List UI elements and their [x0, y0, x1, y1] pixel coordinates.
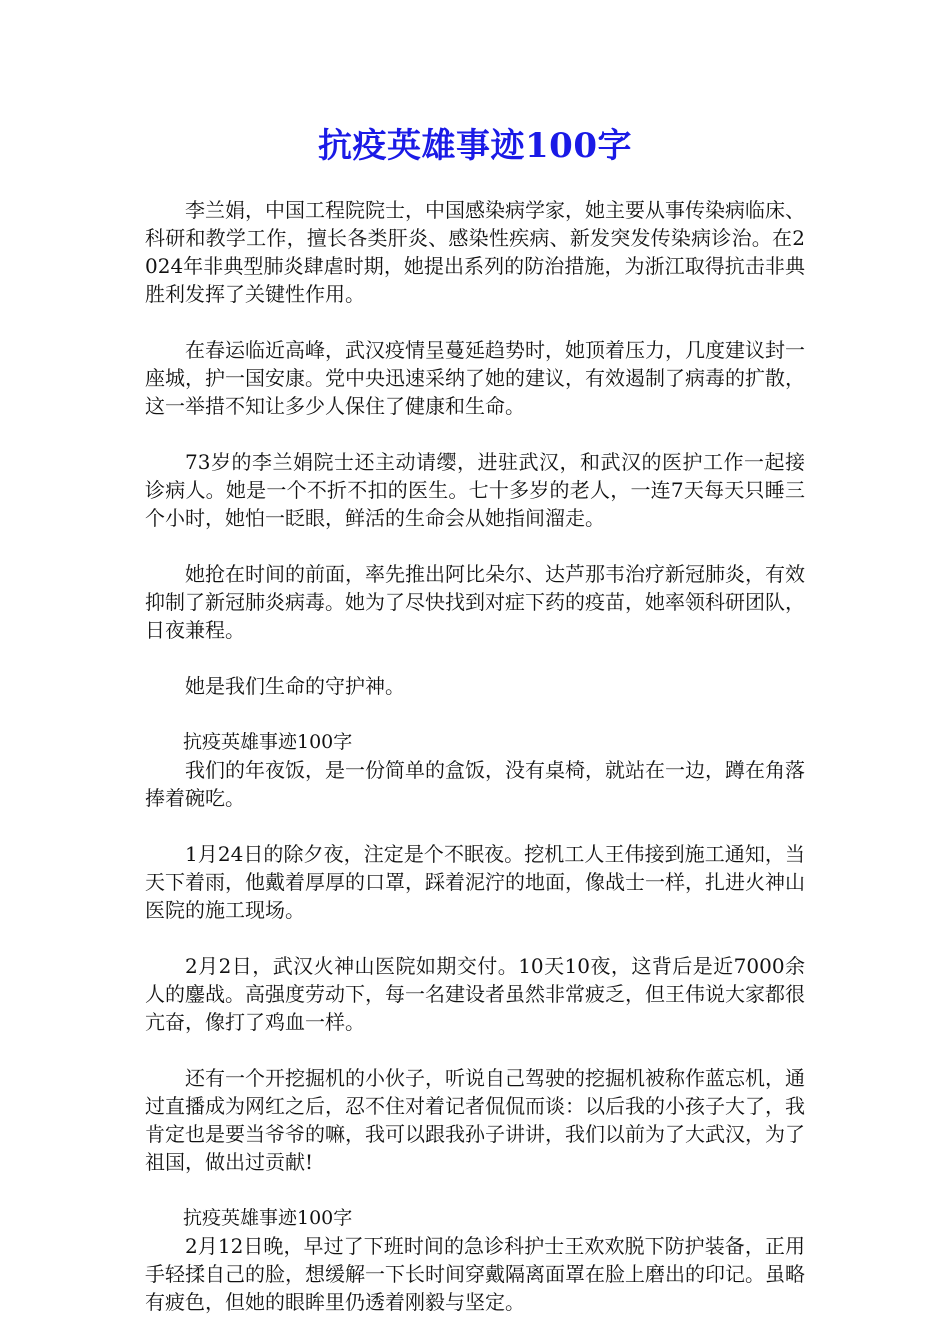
paragraph-3: 73岁的李兰娟院士还主动请缨，进驻武汉，和武汉的医护工作一起接诊病人。她是一个不折不扣的医生。七十多岁的老人，一连7天每天只睡三个小时，她怕一眨眼，鲜活的生命会从她指间溜走。 [145, 450, 805, 530]
paragraph-1: 李兰娟，中国工程院院士，中国感染病学家，她主要从事传染病临床、科研和教学工作，擅长各类肝炎、感染性疾病、新发突发传染病诊治。在2024年非典型肺炎肆虐时期，她提出系列的防治措施，为浙江取得抗击非典胜利发挥了关键性作用。 [145, 198, 805, 306]
section-2-paragraph-3: 2月2日，武汉火神山医院如期交付。10天10夜，这背后是近7000余人的鏖战。高强度劳动下，每一名建设者虽然非常疲乏，但王伟说大家都很亢奋，像打了鸡血一样。 [145, 954, 805, 1034]
paragraph-2: 在春运临近高峰，武汉疫情呈蔓延趋势时，她顶着压力，几度建议封一座城，护一国安康。党中央迅速采纳了她的建议，有效遏制了病毒的扩散，这一举措不知让多少人保住了健康和生命。 [145, 338, 805, 418]
section-2-paragraph-1: 我们的年夜饭，是一份简单的盒饭，没有桌椅，就站在一边，蹲在角落捧着碗吃。 [145, 758, 805, 810]
document-body [145, 196, 805, 1344]
section-2-paragraph-2: 1月24日的除夕夜，注定是个不眠夜。挖机工人王伟接到施工通知，当天下着雨，他戴着厚厚的口罩，踩着泥泞的地面，像战士一样，扎进火神山医院的施工现场。 [145, 842, 805, 922]
document-title: 抗疫英雄事迹100字 [318, 126, 632, 166]
section-3-paragraph-1: 2月12日晚，早过了下班时间的急诊科护士王欢欢脱下防护装备，正用手轻揉自己的脸，想缓解一下长时间穿戴隔离面罩在脸上磨出的印记。虽略有疲色，但她的眼眸里仍透着刚毅与坚定。 [145, 1234, 805, 1314]
section-2-paragraph-4: 还有一个开挖掘机的小伙子，听说自己驾驶的挖掘机被称作蓝忘机，通过直播成为网红之后，忍不住对着记者侃侃而谈：以后我的小孩子大了，我肯定也是要当爷爷的嘛，我可以跟我孙子讲讲，我们以前为了大武汉，为了祖国，做出过贡献! [145, 1066, 805, 1174]
section-2-heading: 抗疫英雄事迹100字 [183, 731, 353, 753]
paragraph-4: 她抢在时间的前面，率先推出阿比朵尔、达芦那韦治疗新冠肺炎，有效抑制了新冠肺炎病毒。她为了尽快找到对症下药的疫苗，她率领科研团队，日夜兼程。 [145, 562, 805, 642]
section-3-heading: 抗疫英雄事迹100字 [183, 1207, 353, 1229]
paragraph-5: 她是我们生命的守护神。 [185, 674, 405, 698]
